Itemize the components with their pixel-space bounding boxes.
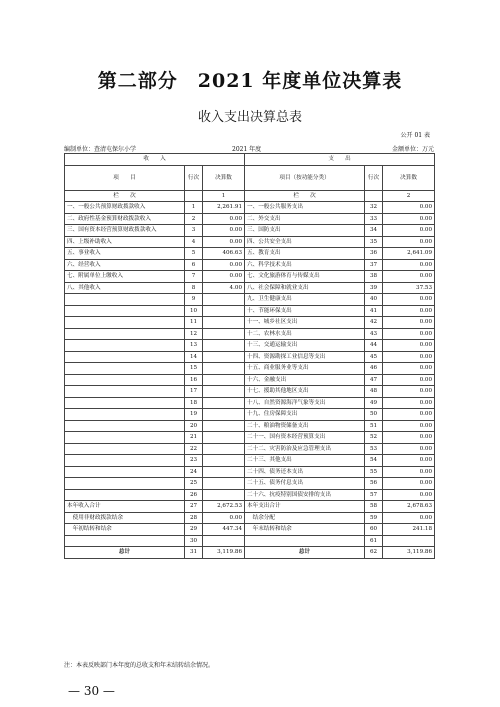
income-amount-header: 决算数 [203, 165, 245, 190]
expense-item: 总计 [245, 547, 365, 559]
expense-row-number: 41 [365, 305, 383, 317]
income-item [65, 305, 185, 317]
table-row [65, 374, 435, 386]
expense-amount: 0.00 [383, 489, 435, 501]
expense-item: 一、一般公共服务支出 [245, 202, 365, 214]
empty-cell [185, 190, 203, 202]
income-row-number: 19 [185, 409, 203, 421]
expense-item: 二十一、国有资本经营预算支出 [245, 432, 365, 444]
expense-amount: 0.00 [383, 478, 435, 490]
expense-row-number: 46 [365, 363, 383, 375]
income-row-number: 22 [185, 443, 203, 455]
expense-amount: 0.00 [383, 305, 435, 317]
expense-amount: 0.00 [383, 213, 435, 225]
income-row-number: 7 [185, 271, 203, 283]
expense-row-number: 48 [365, 386, 383, 398]
income-item: 六、经营收入 [65, 259, 185, 271]
expense-amount: 0.00 [383, 236, 435, 248]
expense-item: 十五、商业服务业等支出 [245, 363, 365, 375]
income-column-number: 1 [203, 190, 245, 202]
income-amount: 2,261.91 [203, 202, 245, 214]
table-row [65, 363, 435, 375]
expense-item: 十八、自然资源海洋气象等支出 [245, 397, 365, 409]
expense-amount: 241.18 [383, 524, 435, 536]
income-row-number: 12 [185, 328, 203, 340]
table-row [65, 317, 435, 329]
expense-amount: 0.00 [383, 512, 435, 524]
income-amount [203, 432, 245, 444]
expense-row-number: 45 [365, 351, 383, 363]
income-row-number: 5 [185, 248, 203, 260]
expense-amount: 0.00 [383, 202, 435, 214]
page-title: 第二部分 2021 年度单位决算表 [97, 70, 403, 92]
income-amount [203, 443, 245, 455]
income-amount: 3,119.86 [203, 547, 245, 559]
table-row [65, 259, 435, 271]
table-row [65, 535, 435, 547]
expense-item: 十二、农林水支出 [245, 328, 365, 340]
income-row-number: 11 [185, 317, 203, 329]
unit-label: 编制单位：查清屯保尔小学 [64, 146, 137, 153]
income-row-number: 10 [185, 305, 203, 317]
income-amount [203, 328, 245, 340]
expense-item: 四、公共安全支出 [245, 236, 365, 248]
income-amount [203, 409, 245, 421]
expense-amount: 0.00 [383, 455, 435, 467]
income-amount [203, 466, 245, 478]
table-row [65, 524, 435, 536]
income-amount: 0.00 [203, 236, 245, 248]
income-row-number: 31 [185, 547, 203, 559]
table-row [65, 351, 435, 363]
income-item [65, 432, 185, 444]
table-row [65, 202, 435, 214]
expense-row-number: 37 [365, 259, 383, 271]
income-item [65, 535, 185, 547]
expense-row-number: 38 [365, 271, 383, 283]
expense-item: 六、科学技术支出 [245, 259, 365, 271]
expense-row-number: 39 [365, 282, 383, 294]
income-header: 收 入 [65, 154, 245, 166]
income-amount: 2,672.53 [203, 501, 245, 513]
expense-item: 十七、援助其他地区支出 [245, 386, 365, 398]
expense-amount: 2,678.63 [383, 501, 435, 513]
expense-row-number: 40 [365, 294, 383, 306]
income-amount [203, 489, 245, 501]
income-amount [203, 340, 245, 352]
income-item: 七、附属单位上缴收入 [65, 271, 185, 283]
table-row [65, 294, 435, 306]
income-item [65, 386, 185, 398]
income-amount: 406.63 [203, 248, 245, 260]
expense-column-number: 2 [383, 190, 435, 202]
expense-item-header: 项目（按功能分类） [245, 165, 365, 190]
expense-amount: 0.00 [383, 409, 435, 421]
table-row [65, 512, 435, 524]
income-item [65, 409, 185, 421]
income-item [65, 328, 185, 340]
expense-row-number: 43 [365, 328, 383, 340]
table-row [65, 386, 435, 398]
expense-amount: 0.00 [383, 351, 435, 363]
income-item [65, 351, 185, 363]
expense-row-number: 58 [365, 501, 383, 513]
income-expense-table [64, 153, 435, 559]
income-row-header: 行次 [185, 165, 203, 190]
expense-row-number: 32 [365, 202, 383, 214]
table-meta [64, 144, 434, 152]
table-row [65, 478, 435, 490]
expense-item: 年末结转和结余 [245, 524, 365, 536]
expense-item: 十三、交通运输支出 [245, 340, 365, 352]
income-amount [203, 317, 245, 329]
table-row [65, 225, 435, 237]
income-row-number: 20 [185, 420, 203, 432]
expense-header: 支 出 [245, 154, 435, 166]
table-row [65, 271, 435, 283]
income-item [65, 420, 185, 432]
income-item: 五、事业收入 [65, 248, 185, 260]
expense-row-number: 60 [365, 524, 383, 536]
income-item: 八、其他收入 [65, 282, 185, 294]
income-amount: 0.00 [203, 512, 245, 524]
table-row [65, 501, 435, 513]
income-amount [203, 351, 245, 363]
expense-amount: 0.00 [383, 259, 435, 271]
income-item [65, 489, 185, 501]
expense-amount: 0.00 [383, 386, 435, 398]
expense-row-number: 51 [365, 420, 383, 432]
income-row-number: 4 [185, 236, 203, 248]
table-row [65, 443, 435, 455]
expense-amount: 0.00 [383, 363, 435, 375]
income-item [65, 397, 185, 409]
expense-row-number: 57 [365, 489, 383, 501]
expense-amount: 0.00 [383, 397, 435, 409]
expense-item: 二十六、抗疫特别国债安排的支出 [245, 489, 365, 501]
income-row-number: 21 [185, 432, 203, 444]
page-number: — 30 — [68, 684, 115, 698]
income-amount: 4.00 [203, 282, 245, 294]
expense-item: 十六、金融支出 [245, 374, 365, 386]
income-row-number: 17 [185, 386, 203, 398]
income-item: 总计 [65, 547, 185, 559]
expense-amount: 0.00 [383, 340, 435, 352]
income-row-number: 2 [185, 213, 203, 225]
income-amount [203, 374, 245, 386]
income-row-number: 29 [185, 524, 203, 536]
table-title: 收入支出决算总表 [197, 110, 302, 125]
table-row [65, 409, 435, 421]
expense-amount: 0.00 [383, 317, 435, 329]
expense-row-number: 52 [365, 432, 383, 444]
income-item [65, 363, 185, 375]
expense-item: 十四、资源勘探工业信息等支出 [245, 351, 365, 363]
expense-amount: 2,641.09 [383, 248, 435, 260]
expense-row-number: 42 [365, 317, 383, 329]
income-amount: 0.00 [203, 213, 245, 225]
expense-row-number: 55 [365, 466, 383, 478]
income-row-number: 8 [185, 282, 203, 294]
income-item [65, 317, 185, 329]
expense-row-number: 47 [365, 374, 383, 386]
expense-row-number: 59 [365, 512, 383, 524]
expense-row-number: 44 [365, 340, 383, 352]
income-row-number: 14 [185, 351, 203, 363]
expense-amount: 0.00 [383, 225, 435, 237]
expense-amount: 0.00 [383, 420, 435, 432]
income-item [65, 443, 185, 455]
expense-item: 五、教育支出 [245, 248, 365, 260]
expense-item [245, 535, 365, 547]
table-note: 注：本表反映部门本年度的总收支和年末结转结余情况。 [64, 662, 215, 669]
income-amount [203, 294, 245, 306]
income-row-number: 23 [185, 455, 203, 467]
income-row-number: 26 [185, 489, 203, 501]
income-amount [203, 420, 245, 432]
expense-item: 二十、粮油物资储备支出 [245, 420, 365, 432]
expense-item: 二十二、灾害防治及应急管理支出 [245, 443, 365, 455]
expense-amount: 0.00 [383, 271, 435, 283]
year-label: 2021 年度 [232, 146, 262, 153]
empty-cell [365, 190, 383, 202]
income-item: 一、一般公共预算财政拨款收入 [65, 202, 185, 214]
table-row [65, 432, 435, 444]
expense-item: 十一、城乡社区支出 [245, 317, 365, 329]
income-item [65, 294, 185, 306]
expense-amount: 3,119.86 [383, 547, 435, 559]
income-row-number: 27 [185, 501, 203, 513]
income-amount [203, 363, 245, 375]
expense-amount: 0.00 [383, 432, 435, 444]
income-row-number: 15 [185, 363, 203, 375]
income-item [65, 466, 185, 478]
expense-item: 八、社会保障和就业支出 [245, 282, 365, 294]
expense-row-number: 61 [365, 535, 383, 547]
expense-item: 二十四、债务还本支出 [245, 466, 365, 478]
income-item [65, 340, 185, 352]
income-amount: 0.00 [203, 259, 245, 271]
income-row-number: 30 [185, 535, 203, 547]
income-item [65, 374, 185, 386]
income-amount [203, 478, 245, 490]
table-row [65, 282, 435, 294]
income-row-number: 6 [185, 259, 203, 271]
income-row-number: 16 [185, 374, 203, 386]
table-row [65, 420, 435, 432]
expense-item: 九、卫生健康支出 [245, 294, 365, 306]
expense-amount: 0.00 [383, 328, 435, 340]
expense-item: 本年支出合计 [245, 501, 365, 513]
income-amount: 0.00 [203, 271, 245, 283]
table-row [65, 248, 435, 260]
income-row-number: 9 [185, 294, 203, 306]
expense-row-number: 35 [365, 236, 383, 248]
table-row [65, 547, 435, 559]
expense-amount-header: 决算数 [383, 165, 435, 190]
table-row [65, 305, 435, 317]
expense-amount: 0.00 [383, 443, 435, 455]
expense-row-number: 50 [365, 409, 383, 421]
table-row [65, 489, 435, 501]
expense-row-number: 34 [365, 225, 383, 237]
table-row [65, 397, 435, 409]
income-amount: 0.00 [203, 225, 245, 237]
expense-item: 二十五、债务付息支出 [245, 478, 365, 490]
expense-amount: 37.53 [383, 282, 435, 294]
expense-item: 十九、住房保障支出 [245, 409, 365, 421]
expense-item: 三、国防支出 [245, 225, 365, 237]
expense-row-number: 56 [365, 478, 383, 490]
table-row [65, 455, 435, 467]
expense-item: 二十三、其他支出 [245, 455, 365, 467]
income-amount [203, 455, 245, 467]
income-item: 二、政府性基金预算财政拨款收入 [65, 213, 185, 225]
income-item: 使用非财政拨款结余 [65, 512, 185, 524]
expense-item: 七、文化旅游体育与传媒支出 [245, 271, 365, 283]
income-item-header: 项 目 [65, 165, 185, 190]
expense-amount: 0.00 [383, 294, 435, 306]
income-row-number: 1 [185, 202, 203, 214]
income-row-number: 28 [185, 512, 203, 524]
expense-row-number: 54 [365, 455, 383, 467]
expense-item: 二、外交支出 [245, 213, 365, 225]
expense-row-number: 33 [365, 213, 383, 225]
expense-row-header: 行次 [365, 165, 383, 190]
table-row [65, 466, 435, 478]
income-amount [203, 305, 245, 317]
income-row-number: 3 [185, 225, 203, 237]
income-item: 本年收入合计 [65, 501, 185, 513]
income-item [65, 455, 185, 467]
table-row [65, 213, 435, 225]
income-item [65, 478, 185, 490]
income-row-number: 13 [185, 340, 203, 352]
expense-row-number: 53 [365, 443, 383, 455]
income-amount [203, 535, 245, 547]
expense-row-number: 62 [365, 547, 383, 559]
amount-unit-label: 金额单位：万元 [391, 146, 434, 153]
table-row [65, 340, 435, 352]
income-amount: 447.34 [203, 524, 245, 536]
income-item: 年初结转和结余 [65, 524, 185, 536]
expense-amount: 0.00 [383, 374, 435, 386]
income-row-number: 25 [185, 478, 203, 490]
table-row [65, 236, 435, 248]
income-item: 三、国有资本经营预算财政拨款收入 [65, 225, 185, 237]
income-column-label: 栏 次 [65, 190, 185, 202]
table-row [65, 328, 435, 340]
income-amount [203, 386, 245, 398]
expense-row-number: 36 [365, 248, 383, 260]
income-row-number: 18 [185, 397, 203, 409]
expense-amount [383, 535, 435, 547]
income-item: 四、上级补助收入 [65, 236, 185, 248]
form-number: 公开 01 表 [400, 132, 430, 139]
expense-item: 结余分配 [245, 512, 365, 524]
income-row-number: 24 [185, 466, 203, 478]
expense-amount: 0.00 [383, 466, 435, 478]
expense-item: 十、节能环保支出 [245, 305, 365, 317]
income-amount [203, 397, 245, 409]
expense-row-number: 49 [365, 397, 383, 409]
expense-column-label: 栏 次 [245, 190, 365, 202]
